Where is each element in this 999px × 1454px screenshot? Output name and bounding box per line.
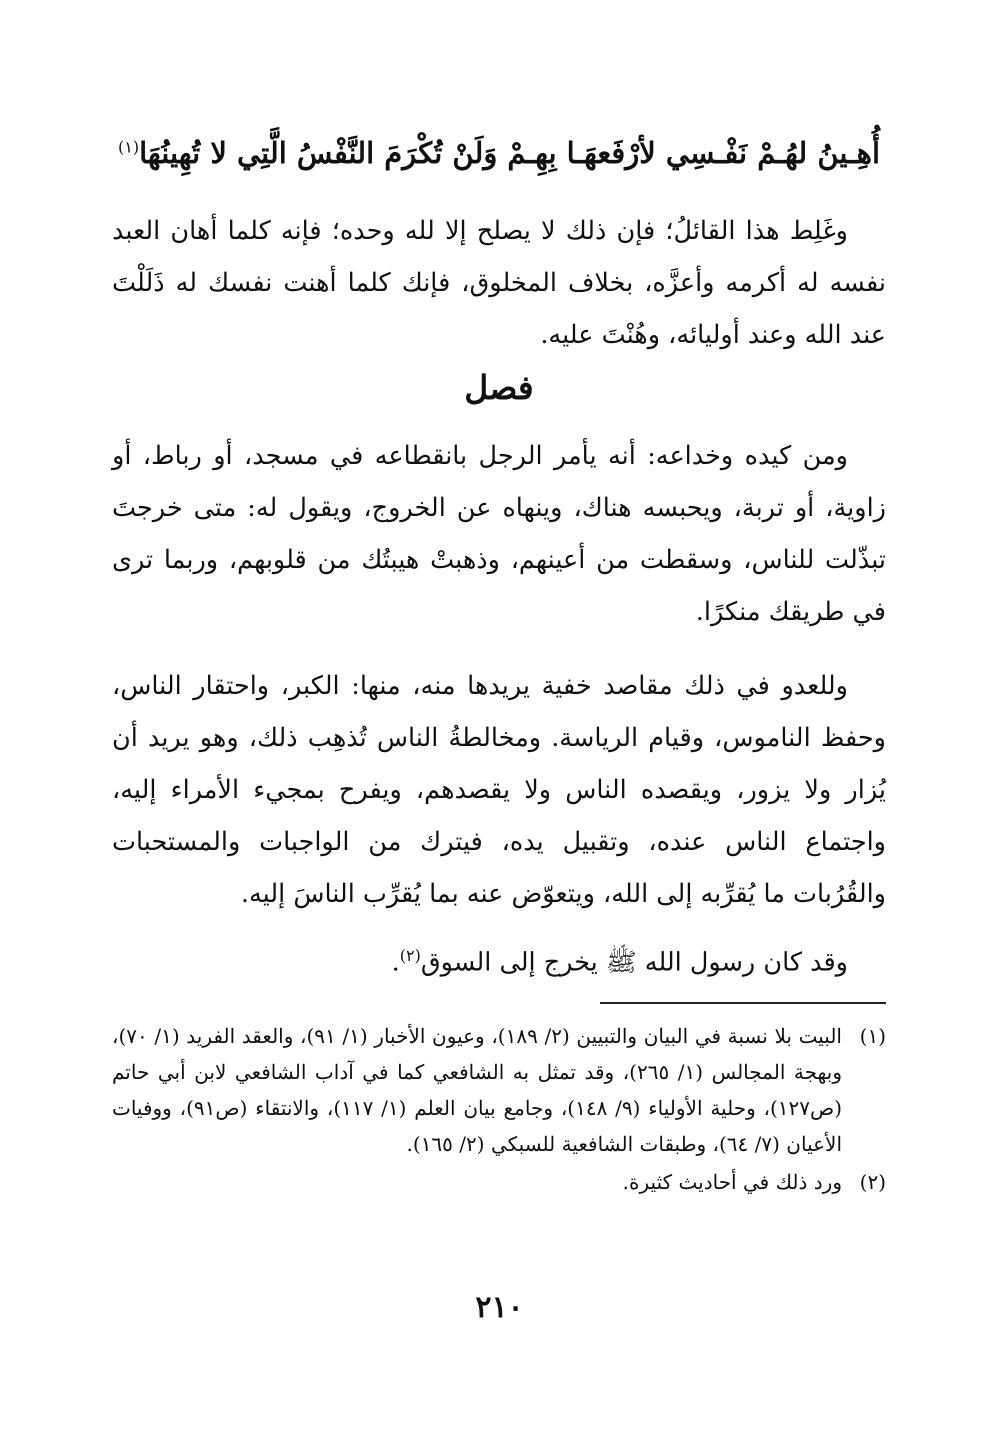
footnote-ref-1: (١) bbox=[118, 137, 140, 157]
footnote-number: (١) bbox=[859, 1024, 886, 1048]
footnote-number: (٢) bbox=[859, 1170, 886, 1194]
poetry-verse bbox=[118, 128, 880, 178]
page-number: ٢١٠ bbox=[475, 1290, 524, 1325]
verse-second-hemistich-text: وَلَنْ تُكْرَمَ النَّفْسُ الَّتِي لا تُهِينُهَا bbox=[139, 136, 498, 170]
footnote-ref-2: (٢) bbox=[399, 946, 421, 965]
footnote-2 bbox=[112, 1164, 886, 1200]
paragraph-block-2 bbox=[112, 430, 886, 638]
paragraph-1: وغَلِط هذا القائلُ؛ فإن ذلك لا يصلح إلا لله وحده؛ فإنه كلما أهان العبد نفسه له أكرمه وأعزَّه، بخلاف المخلوق، فإنك كلما أهنت نفسك له ذَلَلْتَ عند الله وعند أوليائه، وهُنْتَ عليه. bbox=[112, 216, 886, 350]
paragraph-block-3 bbox=[112, 660, 886, 920]
verse-first-hemistich: أُهِـينُ لهُـمْ نَفْـسِي لأرْفَعهَـا بِهِـمْ bbox=[507, 136, 880, 170]
footnotes bbox=[112, 1018, 886, 1202]
paragraph-4 bbox=[112, 930, 886, 989]
footnote-text: البيت بلا نسبة في البيان والتبيين (٢/ ١٨٩)، وعيون الأخبار (١/ ٩١)، والعقد الفريد (١/ ٧٠)، وبهجة المجالس (١/ ٢٦٥)، وقد تمثل به الشافعي كما في آداب الشافعي لابن أبي حاتم (ص١٢٧)، وحلية الأولياء (٩/ ١٤٨)، وجامع بيان العلم (١/ ١١٧)، والانتقاء (ص٩١)، ووفيات الأعيان (٧/ ٦٤)، وطبقات الشافعية للسبكي (٢/ ١٦٥). bbox=[112, 1024, 843, 1156]
section-heading: فصل bbox=[464, 368, 534, 407]
verse-second-hemistich bbox=[118, 136, 497, 170]
paragraph-block-1 bbox=[112, 205, 886, 361]
footnote-divider bbox=[600, 1002, 886, 1004]
paragraph-3: وللعدو في ذلك مقاصد خفية يريدها منه، منها: الكبر، واحتقار الناس، وحفظ الناموس، وقيام الرياسة. ومخالطةُ الناس تُذهِب ذلك، وهو يريد أن يُزار ولا يزور، ويقصده الناس ولا يقصدهم، ويفرح بمجيء الأمراء إليه، واجتماع الناس عنده، وتقبيل يده، فيترك من الواجبات والمستحبات والقُرُبات ما يُقرِّبه إلى الله، ويتعوّض عنه بما يُقرِّب الناسَ إليه. bbox=[112, 671, 886, 909]
paragraph-block-4 bbox=[112, 930, 886, 989]
footnote-1 bbox=[112, 1018, 886, 1162]
paragraph-4-text: وقد كان رسول الله ﷺ يخرج إلى السوق bbox=[420, 947, 848, 978]
paragraph-2: ومن كيده وخداعه: أنه يأمر الرجل بانقطاعه في مسجد، أو رباط، أو زاوية، أو تربة، ويحبسه هناك، وينهاه عن الخروج، ويقول له: متى خرجتَ تبذّلت للناس، وسقطت من أعينهم، وذهبتْ هيبتُك من قلوبهم، وربما ترى في طريقك منكرًا. bbox=[112, 441, 886, 627]
paragraph-4-end: . bbox=[391, 947, 400, 978]
footnote-text: ورد ذلك في أحاديث كثيرة. bbox=[622, 1170, 842, 1194]
